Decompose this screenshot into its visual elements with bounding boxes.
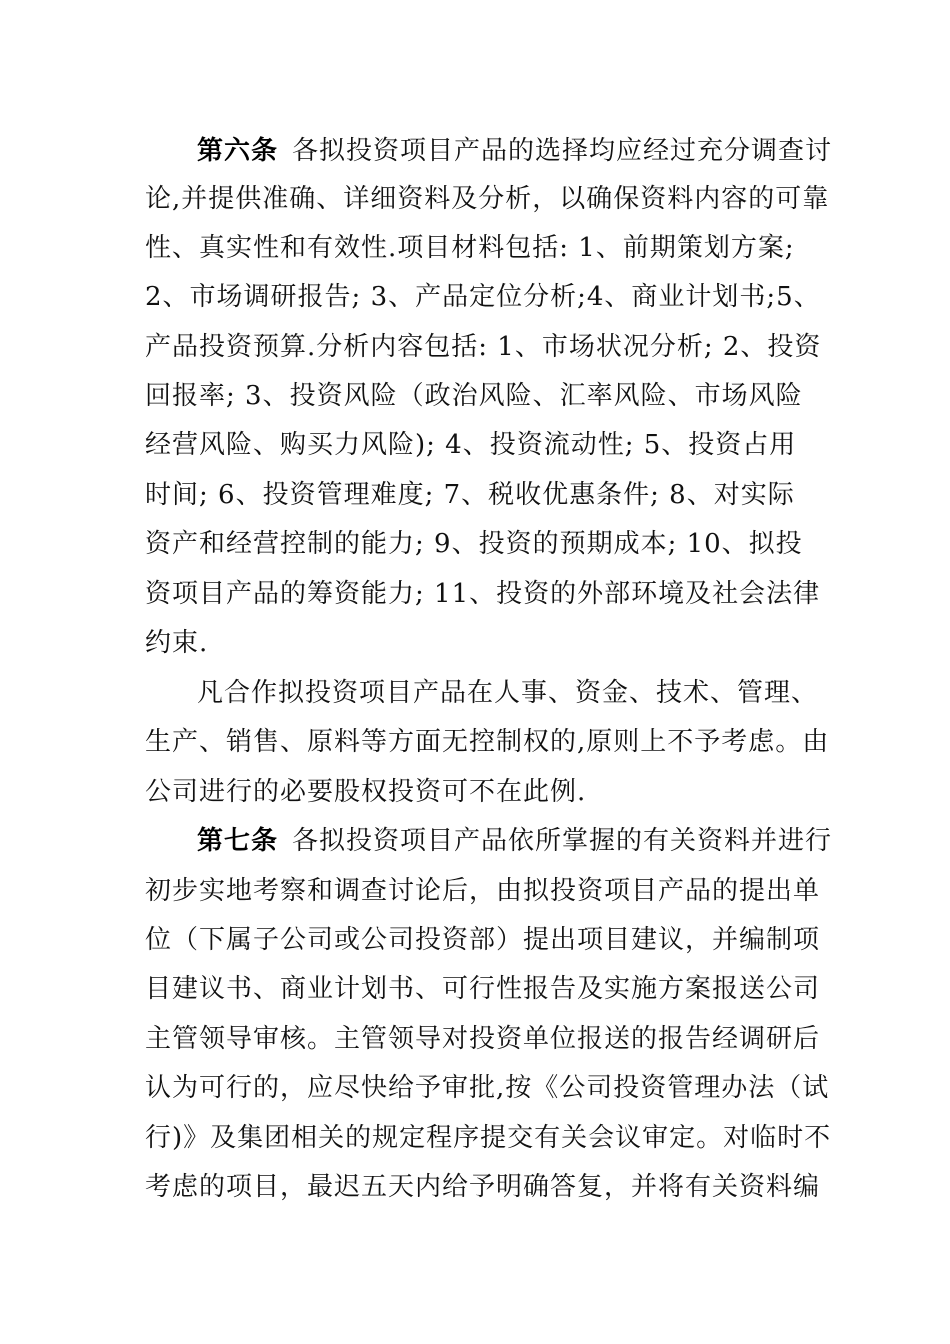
article6-heading: 第六条 (197, 136, 279, 166)
article6-line-3: 性、真实性和有效性.项目材料包括: 1、前期策划方案; (145, 233, 795, 263)
article7-line-2: 初步实地考察和调查讨论后，由拟投资项目产品的提出单 (145, 876, 821, 906)
article7-line-8: 考虑的项目，最迟五天内给予明确答复，并将有关资料编 (145, 1172, 821, 1202)
article6-line-7: 经营风险、购买力风险); 4、投资流动性; 5、投资占用 (145, 430, 797, 460)
article7-line-5: 主管领导审核。主管领导对投资单位报送的报告经调研后 (145, 1024, 821, 1054)
article7-line-3: 位（下属子公司或公司投资部）提出项目建议，并编制项 (145, 925, 821, 955)
article6-text: 各拟投资项目产品的选择均应经过充分调查讨 (292, 136, 833, 166)
article6-line-9: 资产和经营控制的能力; 9、投资的预期成本; 10、拟投 (145, 529, 803, 559)
article6-line-11: 约束. (145, 628, 209, 658)
article7-line-7: 行)》及集团相关的规定程序提交有关会议审定。对临时不 (145, 1123, 832, 1153)
article6-line-4: 2、市场调研报告; 3、产品定位分析;4、商业计划书;5、 (145, 282, 821, 312)
article6-line-8: 时间; 6、投资管理难度; 7、税收优惠条件; 8、对实际 (145, 480, 795, 510)
article6-line-1 (197, 135, 832, 167)
article7-heading: 第七条 (197, 826, 279, 856)
control-paragraph-line-3: 公司进行的必要股权投资可不在此例. (145, 777, 587, 807)
article7-line-6: 认为可行的，应尽快给予审批,按《公司投资管理办法（试 (145, 1073, 830, 1103)
article6-line-10: 资项目产品的筹资能力; 11、投资的外部环境及社会法律 (145, 579, 821, 609)
article6-line-2: 论,并提供准确、详细资料及分析，以确保资料内容的可靠 (145, 184, 830, 214)
article7-line-1 (197, 825, 832, 857)
article6-line-6: 回报率; 3、投资风险（政治风险、汇率风险、市场风险 (145, 381, 803, 411)
article6-line-5: 产品投资预算.分析内容包括: 1、市场状况分析; 2、投资 (145, 332, 822, 362)
article7-text: 各拟投资项目产品依所掌握的有关资料并进行 (292, 826, 833, 856)
article7-line-4: 目建议书、商业计划书、可行性报告及实施方案报送公司 (145, 974, 821, 1004)
control-paragraph-line-1: 凡合作拟投资项目产品在人事、资金、技术、管理、 (197, 678, 819, 708)
control-paragraph-line-2: 生产、销售、原料等方面无控制权的,原则上不予考虑。由 (145, 727, 830, 757)
